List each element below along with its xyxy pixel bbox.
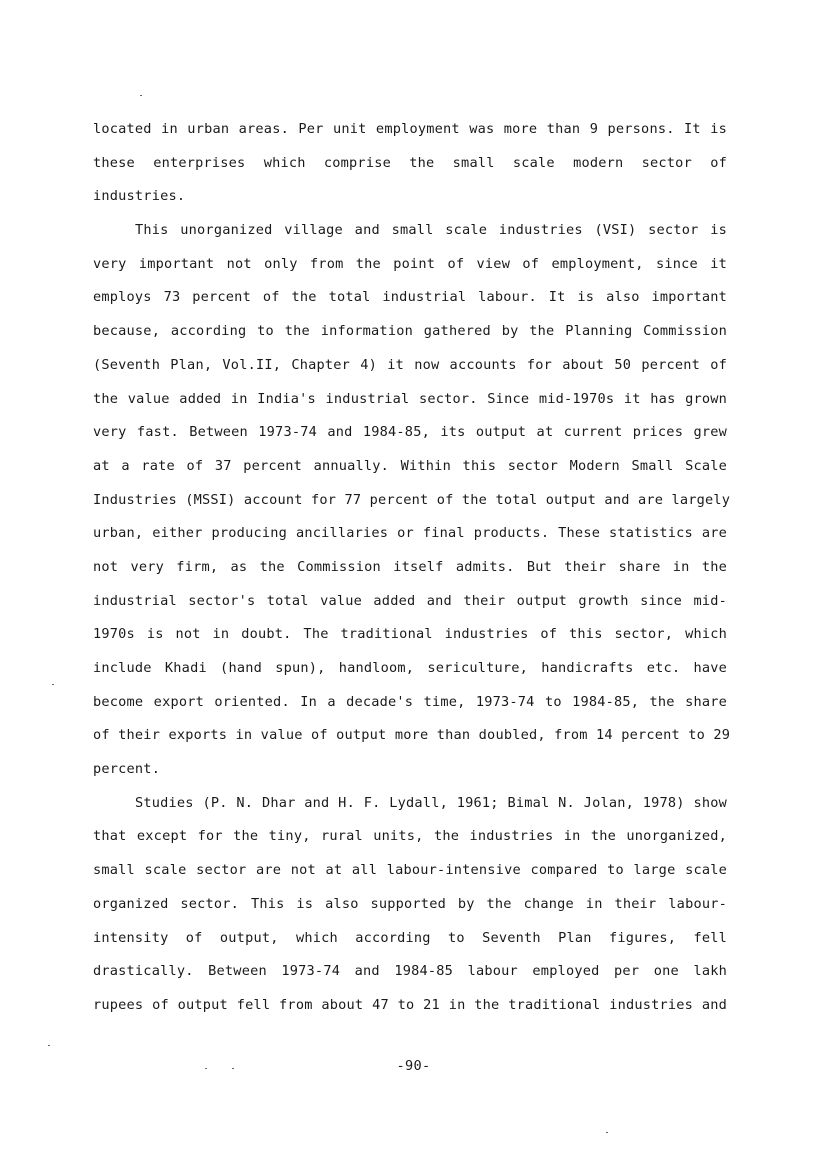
text-line: organized sector. This is also supported by the change in their labour- [93, 895, 727, 912]
text-line: very fast. Between 1973-74 and 1984-85, its output at current prices grew [93, 424, 727, 441]
text-line: This unorganized village and small scale industries (VSI) sector is [135, 222, 727, 239]
text-line: become export oriented. In a decade's time, 1973-74 to 1984-85, the share [93, 693, 727, 710]
text-line: urban, either producing ancillaries or final products. These statistics are [93, 525, 727, 542]
body-text [93, 117, 731, 1027]
text-line: industries. [93, 188, 186, 205]
text-line: that except for the tiny, rural units, the industries in the unorganized, [93, 828, 727, 845]
text-line: 1970s is not in doubt. The traditional industries of this sector, which [93, 626, 727, 643]
text-line: drastically. Between 1973-74 and 1984-85 labour employed per one lakh [93, 963, 727, 980]
scan-speck [606, 1132, 608, 1133]
text-line: industrial sector's total value added and their output growth since mid- [93, 592, 727, 609]
scan-speck [140, 95, 142, 96]
text-line: rupees of output fell from about 47 to 21 in the traditional industries and [93, 996, 727, 1013]
text-line: Industries (MSSI) account for 77 percent of the total output and are largely [93, 491, 731, 508]
text-line: intensity of output, which according to Seventh Plan figures, fell [93, 929, 727, 946]
text-line: of their exports in value of output more than doubled, from 14 percent to 29 [93, 727, 731, 744]
text-line: these enterprises which comprise the small scale modern sector of [93, 154, 727, 171]
text-line: (Seventh Plan, Vol.II, Chapter 4) it now accounts for about 50 percent of [93, 356, 727, 373]
text-line: small scale sector are not at all labour-intensive compared to large scale [93, 862, 727, 879]
text-line: at a rate of 37 percent annually. Within this sector Modern Small Scale [93, 457, 727, 474]
text-line: not very firm, as the Commission itself admits. But their share in the [93, 558, 727, 575]
text-line: very important not only from the point of view of employment, since it [93, 255, 727, 272]
text-line: employs 73 percent of the total industrial labour. It is also important [93, 289, 727, 306]
scan-speck [232, 1068, 234, 1069]
text-line: Studies (P. N. Dhar and H. F. Lydall, 1961; Bimal N. Jolan, 1978) show [135, 794, 727, 811]
page-number: -90- [396, 1058, 431, 1074]
text-line: the value added in India's industrial sector. Since mid-1970s it has grown [93, 390, 727, 407]
scan-speck [205, 1068, 207, 1069]
text-line: because, according to the information gathered by the Planning Commission [93, 323, 727, 340]
text-line: located in urban areas. Per unit employment was more than 9 persons. It is [93, 121, 727, 137]
scan-speck [52, 684, 54, 685]
text-line: include Khadi (hand spun), handloom, sericulture, handicrafts etc. have [93, 660, 727, 676]
text-line: percent. [93, 761, 161, 778]
scan-speck [48, 1045, 50, 1046]
